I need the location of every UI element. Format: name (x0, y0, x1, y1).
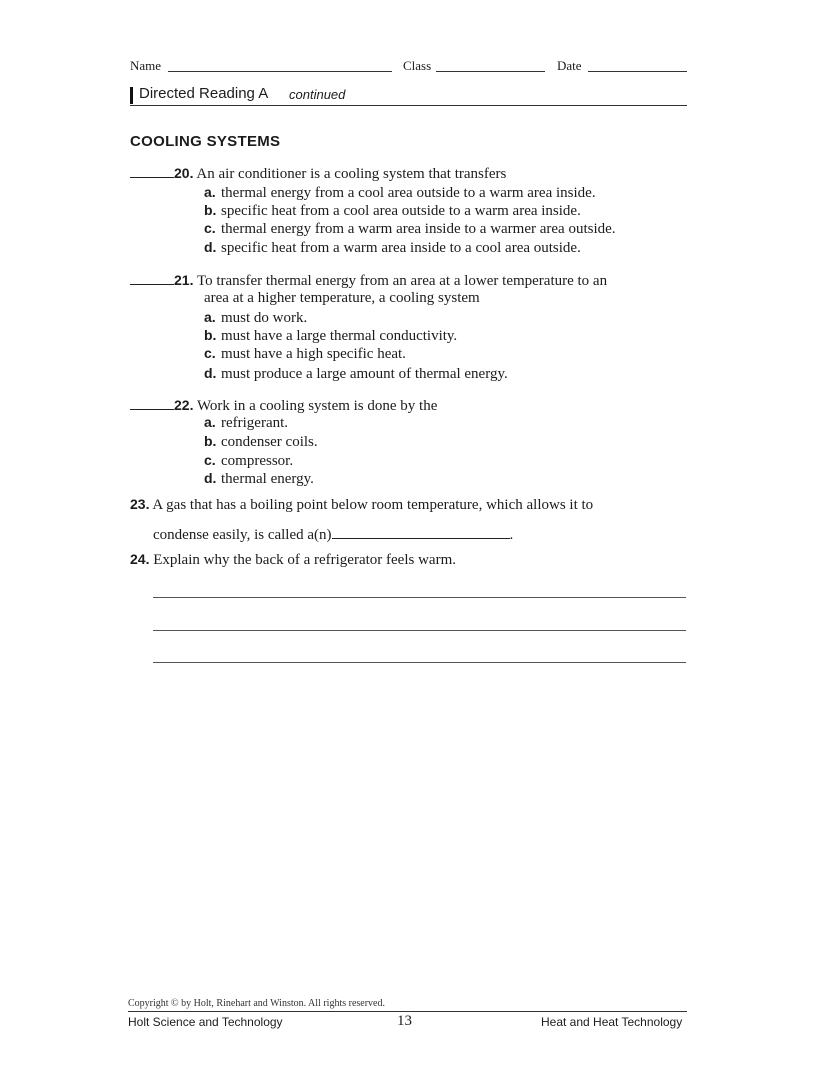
option-letter: c. (204, 345, 216, 361)
option-text: thermal energy. (221, 471, 314, 487)
option-text: must have a large thermal conductivity. (221, 328, 458, 344)
option-letter: c. (204, 220, 216, 236)
answer-blank-21[interactable] (130, 273, 174, 285)
date-label: Date (557, 58, 582, 73)
option-letter: b. (204, 327, 217, 343)
footer-book-title: Holt Science and Technology (128, 1015, 283, 1029)
option-text: thermal energy from a cool area outside to a warm area inside. (221, 185, 596, 201)
question-number: 24. (130, 551, 150, 567)
option-letter: a. (204, 414, 216, 430)
name-field[interactable] (168, 70, 392, 72)
class-label: Class (403, 58, 432, 73)
question-text: To transfer thermal energy from an area at a lower temperature to an (196, 273, 608, 289)
fill-in-blank-23[interactable] (332, 527, 510, 539)
question-text: A gas that has a boiling point below room temperature, which allows it to (152, 497, 594, 513)
title-bar-mark (130, 87, 133, 104)
section-title: COOLING SYSTEMS (130, 133, 281, 150)
option-21c (204, 345, 406, 363)
option-21d (204, 365, 508, 383)
page-number: 13 (397, 1013, 412, 1029)
question-text: Work in a cooling system is done by the (196, 398, 438, 414)
option-letter: c. (204, 452, 216, 468)
title-rule (130, 105, 687, 106)
option-text: thermal energy from a warm area inside to a warmer area outside. (221, 221, 616, 237)
option-20d (204, 239, 581, 257)
option-letter: a. (204, 184, 216, 200)
option-21a (204, 309, 307, 327)
option-text: condenser coils. (221, 434, 318, 450)
class-field[interactable] (436, 70, 545, 72)
question-text: condense easily, is called a(n) (153, 527, 332, 543)
question-24 (130, 551, 456, 569)
option-text: must have a high specific heat. (221, 346, 406, 362)
question-23-line2 (153, 527, 513, 544)
option-21b (204, 327, 457, 345)
question-21 (130, 272, 607, 290)
answer-blank-20[interactable] (130, 166, 174, 178)
question-end-period: . (509, 527, 514, 543)
question-21-continued: area at a higher temperature, a cooling system (204, 290, 480, 306)
question-number: 23. (130, 496, 150, 512)
page-title: Directed Reading A (139, 85, 269, 102)
option-letter: d. (204, 365, 217, 381)
question-20 (130, 165, 506, 183)
option-22c (204, 452, 293, 470)
footer-rule (128, 1011, 687, 1012)
question-number: 22. (174, 397, 194, 413)
question-number: 21. (174, 272, 194, 288)
option-20b (204, 202, 581, 220)
answer-blank-22[interactable] (130, 398, 174, 410)
option-letter: b. (204, 202, 217, 218)
option-letter: b. (204, 433, 217, 449)
option-22a (204, 414, 288, 432)
option-22b (204, 433, 318, 451)
option-text: specific heat from a cool area outside to a warm area inside. (221, 203, 581, 219)
option-text: must produce a large amount of thermal energy. (221, 366, 508, 382)
option-letter: a. (204, 309, 216, 325)
question-text: Explain why the back of a refrigerator feels warm. (153, 552, 457, 568)
question-22 (130, 397, 437, 415)
question-text: An air conditioner is a cooling system that transfers (196, 166, 507, 182)
option-text: specific heat from a warm area inside to a cool area outside. (221, 240, 581, 256)
option-letter: d. (204, 470, 217, 486)
option-20c (204, 220, 616, 238)
name-label: Name (130, 58, 162, 73)
question-number: 20. (174, 165, 194, 181)
continued-label: continued (289, 87, 346, 102)
option-text: refrigerant. (221, 415, 289, 431)
option-text: compressor. (221, 453, 294, 469)
option-20a (204, 184, 596, 202)
option-22d (204, 470, 314, 488)
question-23 (130, 496, 593, 514)
answer-line-3[interactable] (153, 662, 686, 663)
answer-line-1[interactable] (153, 597, 686, 598)
option-text: must do work. (221, 310, 308, 326)
date-field[interactable] (588, 70, 687, 72)
answer-line-2[interactable] (153, 630, 686, 631)
option-letter: d. (204, 239, 217, 255)
copyright-notice: Copyright © by Holt, Rinehart and Winston. All rights reserved. (128, 998, 385, 1009)
footer-chapter-title: Heat and Heat Technology (541, 1015, 683, 1029)
